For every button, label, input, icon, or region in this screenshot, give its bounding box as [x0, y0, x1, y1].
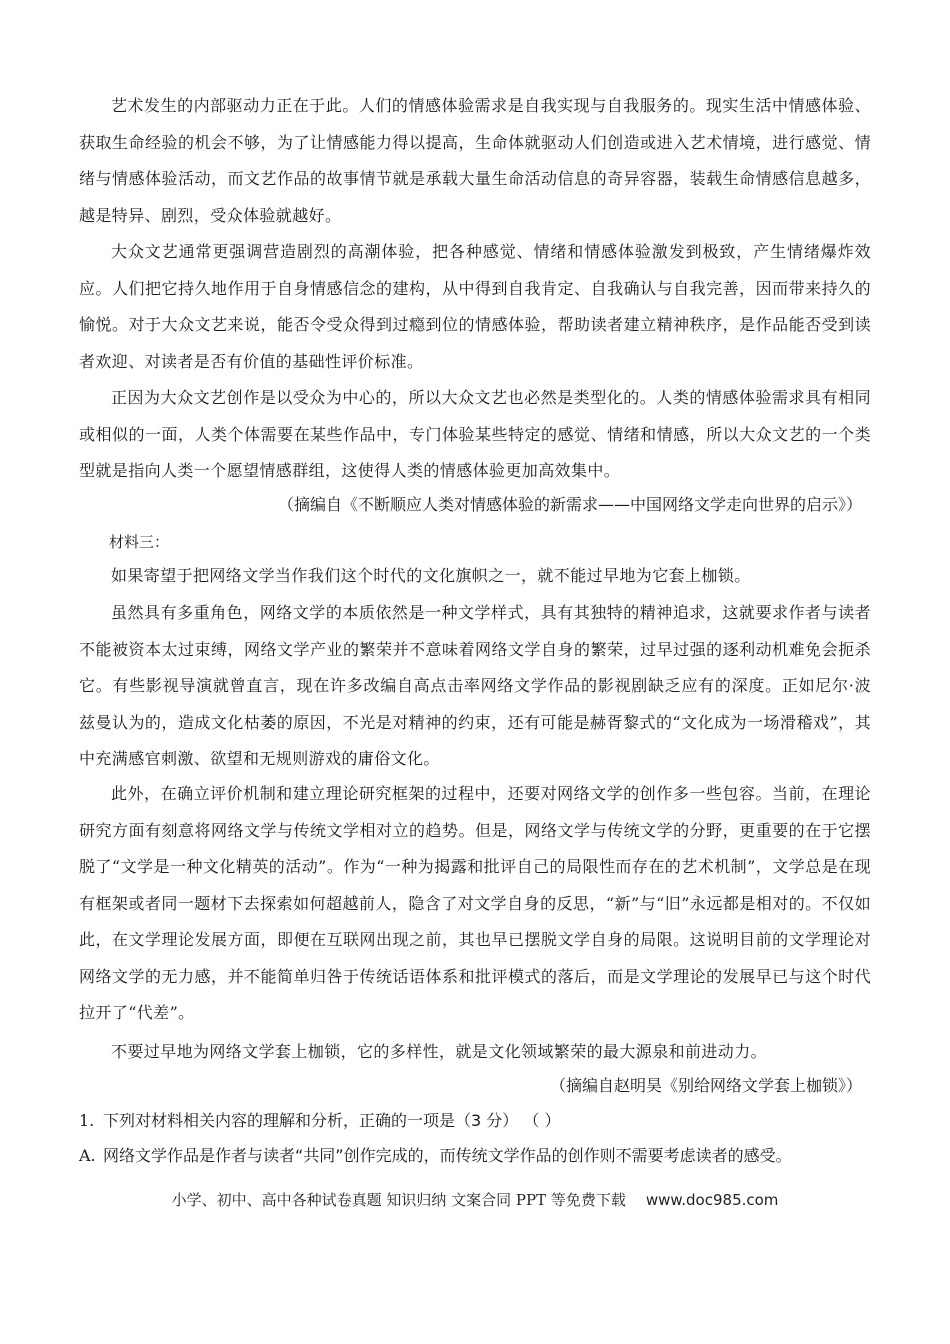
paragraph-evaluation: 此外，在确立评价机制和建立理论研究框架的过程中，还要对网络文学的创作多一些包容。当前，在理论研究方面有刻意将网络文学与传统文学相对立的趋势。但是，网络文学与传统文学的分野，更重要的在于它摆脱了“文学是一种文化精英的活动”。作为“一种为揭露和批评自己的局限性而存在的艺术机制”，文学总是在现有框架或者同一题材下去探索如何超越前人，隐含了对文学自身的反思，“新”与“旧”永远都是相对的。不仅如此，在文学理论发展方面，即便在互联网出现之前，其也早已摆脱文学自身的局限。这说明目前的文学理论对网络文学的无力感，并不能简单归咎于传统话语体系和批评模式的落后，而是文学理论的发展早已与这个时代拉开了“代差”。 — [79, 784, 871, 1022]
material-three-label: 材料三： — [109, 533, 170, 551]
paragraph-mass-art: 大众文艺通常更强调营造剧烈的高潮体验，把各种感觉、情绪和情感体验激发到极致，产生情绪爆炸效应。人们把它持久地作用于自身情感信念的建构，从中得到自我肯定、自我确认与自我完善，因而带来持久的愉悦。对于大众文艺来说，能否令受众得到过瘾到位的情感体验，帮助读者建立精神秩序，是作品能否受到读者欢迎、对读者是否有价值的基础性评价标准。 — [79, 242, 871, 371]
option-a-letter: A. — [79, 1146, 96, 1165]
source-citation-2: （摘编自赵明昊《别给网络文学套上枷锁》） — [549, 1076, 862, 1095]
paragraph-shackles-intro: 如果寄望于把网络文学当作我们这个时代的文化旗帜之一，就不能过早地为它套上枷锁。 — [111, 566, 751, 585]
option-a-text: 网络文学作品是作者与读者“共同”创作完成的，而传统文学作品的创作则不需要考虑读者的感受。 — [103, 1146, 792, 1165]
paragraph-conclusion: 不要过早地为网络文学套上枷锁，它的多样性，就是文化领域繁荣的最大源泉和前进动力。 — [111, 1042, 768, 1061]
paragraph-typification: 正因为大众文艺创作是以受众为中心的，所以大众文艺也必然是类型化的。人类的情感体验需求具有相同或相似的一面，人类个体需要在某些作品中，专门体验某些特定的感觉、情绪和情感，所以大众文艺的一个类型就是指向人类一个愿望情感群组，这使得人类的情感体验更加高效集中。 — [79, 388, 871, 480]
paragraph-art-drive: 艺术发生的内部驱动力正在于此。人们的情感体验需求是自我实现与自我服务的。现实生活中情感体验、获取生命经验的机会不够，为了让情感能力得以提高，生命体就驱动人们创造或进入艺术情境，进行感觉、情绪与情感体验活动，而文艺作品的故事情节就是承载大量生命活动信息的奇异容器，装载生命情感信息越多，越是特异、剧烈，受众体验就越好。 — [79, 96, 871, 225]
page-footer — [0, 1188, 950, 1212]
question-1 — [79, 1106, 560, 1136]
question-text: 下列对材料相关内容的理解和分析，正确的一项是（3 分） （ ） — [103, 1111, 561, 1130]
question-number: 1. — [79, 1111, 95, 1130]
source-citation-1: （摘编自《不断顺应人类对情感体验的新需求——中国网络文学走向世界的启示》） — [277, 495, 862, 514]
footer-text: 小学、初中、高中各种试卷真题 知识归纳 文案合同 PPT 等免费下载 — [171, 1191, 626, 1209]
paragraph-multiple-roles: 虽然具有多重角色，网络文学的本质依然是一种文学样式，具有其独特的精神追求，这就要求作者与读者不能被资本太过束缚，网络文学产业的繁荣并不意味着网络文学自身的繁荣，过早过强的逐利动机难免会扼杀它。有些影视导演就曾直言，现在许多改编自高点击率网络文学作品的影视剧缺乏应有的深度。正如尼尔·波兹曼认为的，造成文化枯萎的原因，不光是对精神的约束，还有可能是赫胥黎式的“文化成为一场滑稽戏”，其中充满感官刺激、欲望和无规则游戏的庸俗文化。 — [79, 603, 871, 768]
option-a — [79, 1141, 792, 1171]
footer-url[interactable]: www.doc985.com — [645, 1191, 779, 1209]
